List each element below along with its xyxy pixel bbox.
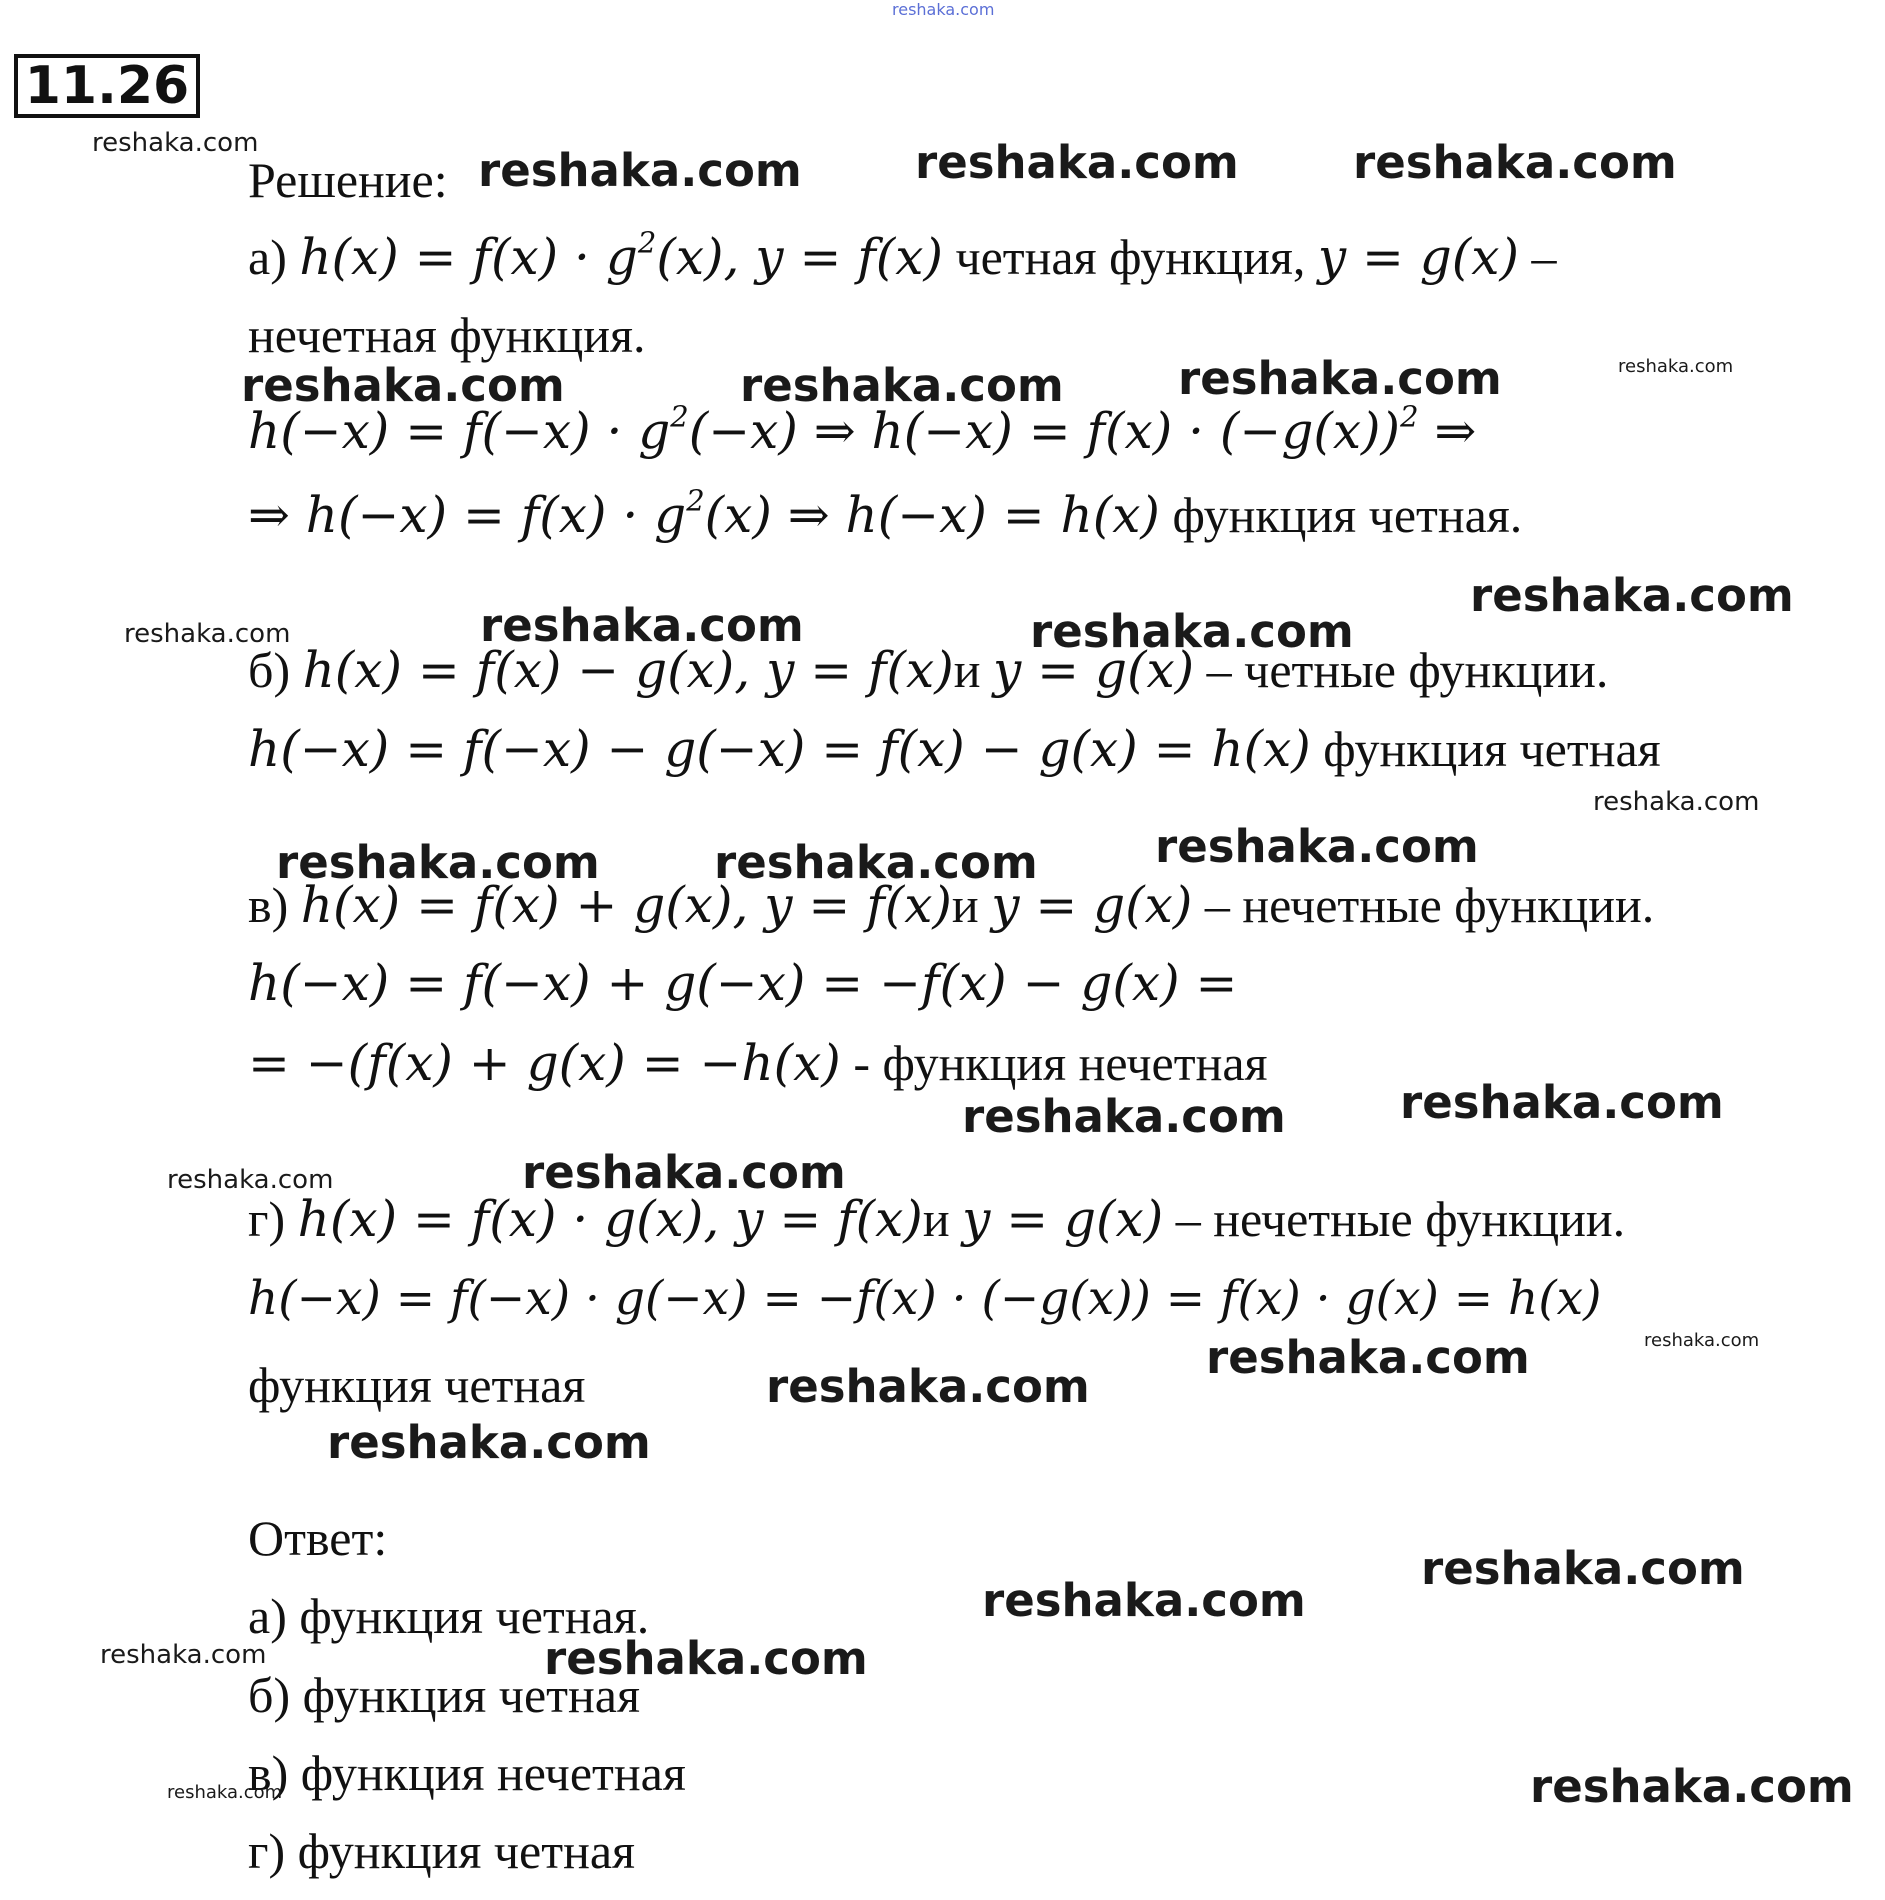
part-a-formula-3: h(−x) = f(−x) · g — [248, 402, 671, 460]
part-g-label: г) — [248, 1191, 286, 1247]
part-g-text-1b: – нечетные функции. — [1163, 1191, 1626, 1247]
watermark: reshaka.com — [1353, 136, 1677, 189]
watermark: reshaka.com — [1178, 352, 1502, 405]
watermark: reshaka.com — [100, 1640, 267, 1670]
watermark: reshaka.com — [92, 128, 259, 158]
part-a-exponent-4: 2 — [686, 483, 705, 518]
part-g-line-2 — [248, 1271, 1602, 1326]
watermark: reshaka.com — [124, 619, 291, 649]
part-g-line-3: функция четная — [248, 1357, 586, 1413]
part-a-line-3 — [248, 399, 1477, 460]
part-a-formula-1c: y = g(x) — [1317, 228, 1519, 286]
part-v-formula-2: h(−x) = f(−x) + g(−x) = −f(x) − g(x) = — [248, 954, 1238, 1012]
part-g-formula-1: h(x) = f(x) · g(x), y = f(x) — [297, 1190, 923, 1248]
watermark: reshaka.com — [1644, 1330, 1760, 1351]
watermark: reshaka.com — [1421, 1542, 1745, 1595]
answer-item-a: а) функция четная. — [248, 1588, 650, 1644]
watermark: reshaka.com — [1400, 1076, 1724, 1129]
part-a-label: а) — [248, 229, 287, 285]
part-a-formula-4: ⇒ h(−x) = f(x) · g — [248, 486, 687, 544]
part-b-formula-1: h(x) = f(x) − g(x), y = f(x) — [302, 641, 954, 699]
answer-heading: Ответ: — [248, 1510, 388, 1566]
part-g-line-1 — [248, 1190, 1626, 1248]
part-g-formula-1b: y = g(x) — [962, 1190, 1164, 1248]
part-b-line-2 — [248, 720, 1661, 778]
part-a-exponent-1: 2 — [637, 225, 657, 260]
watermark: reshaka.com — [1530, 1760, 1854, 1813]
part-v-text-1b: – нечетные функции. — [1192, 877, 1655, 933]
part-a-text-1: четная функция, — [942, 229, 1318, 285]
part-v-line-3 — [248, 1034, 1268, 1092]
part-a-text-4: функция четная. — [1159, 487, 1523, 543]
part-v-formula-3: = −(f(x) + g(x) = −h(x) — [248, 1034, 841, 1092]
watermark: reshaka.com — [1206, 1331, 1530, 1384]
watermark: reshaka.com — [478, 144, 802, 197]
part-v-label: в) — [248, 877, 289, 933]
part-a-formula-3c: ⇒ — [1418, 402, 1477, 460]
watermark: reshaka.com — [1470, 569, 1794, 622]
part-a-exponent-3: 2 — [670, 399, 689, 434]
solution-heading: Решение: — [248, 152, 448, 208]
part-b-line-1 — [248, 641, 1609, 699]
part-g-formula-2: h(−x) = f(−x) · g(−x) = −f(x) · (−g(x)) = f(x) · g(x) = h(x) — [248, 1271, 1602, 1326]
part-a-line-2: нечетная функция. — [248, 307, 646, 363]
watermark: reshaka.com — [522, 1146, 846, 1199]
part-b-formula-1b: y = g(x) — [993, 641, 1195, 699]
answer-item-g: г) функция четная — [248, 1823, 636, 1879]
part-a-line-1 — [248, 225, 1557, 286]
watermark: reshaka.com — [740, 359, 1064, 412]
watermark: reshaka.com — [766, 1360, 1090, 1413]
watermark: reshaka.com — [276, 836, 600, 889]
watermark: reshaka.com — [1618, 356, 1734, 377]
answer-item-b: б) функция четная — [248, 1667, 640, 1723]
part-b-text-1b: – четные функции. — [1194, 642, 1609, 698]
watermark: reshaka.com — [241, 359, 565, 412]
part-v-formula-1b: y = g(x) — [991, 876, 1193, 934]
watermark: reshaka.com — [962, 1090, 1286, 1143]
watermark: reshaka.com — [1593, 787, 1760, 817]
part-a-line-4 — [248, 483, 1523, 544]
part-v-line-2 — [248, 954, 1238, 1012]
part-b-label: б) — [248, 642, 291, 698]
part-v-text-1: и — [951, 877, 992, 933]
watermark: reshaka.com — [544, 1632, 868, 1685]
part-a-formula-4b: (x) ⇒ h(−x) = h(x) — [704, 486, 1160, 544]
part-b-text-1: и — [953, 642, 994, 698]
watermark: reshaka.com — [327, 1416, 651, 1469]
part-a-text-1b: – — [1518, 229, 1557, 285]
watermark: reshaka.com — [915, 136, 1239, 189]
part-a-formula-3b: (−x) ⇒ h(−x) = f(x) · (−g(x)) — [688, 402, 1401, 460]
site-watermark-top: reshaka.com — [892, 0, 995, 19]
problem-number: 11.26 — [14, 54, 200, 118]
part-a-exponent-3b: 2 — [1400, 399, 1419, 434]
watermark: reshaka.com — [167, 1782, 283, 1803]
part-g-text-1: и — [922, 1191, 963, 1247]
watermark: reshaka.com — [480, 599, 804, 652]
part-b-text-2: функция четная — [1310, 721, 1661, 777]
answer-item-v: в) функция нечетная — [248, 1745, 686, 1801]
part-v-text-3: - функция нечетная — [840, 1035, 1268, 1091]
watermark: reshaka.com — [1030, 605, 1354, 658]
part-a-formula-1: h(x) = f(x) · g — [299, 228, 638, 286]
watermark: reshaka.com — [1155, 820, 1479, 873]
part-a-formula-1b: (x), y = f(x) — [656, 228, 943, 286]
part-v-formula-1: h(x) = f(x) + g(x), y = f(x) — [300, 876, 952, 934]
watermark: reshaka.com — [167, 1165, 334, 1195]
watermark: reshaka.com — [714, 836, 1038, 889]
watermark: reshaka.com — [982, 1574, 1306, 1627]
part-b-formula-2: h(−x) = f(−x) − g(−x) = f(x) − g(x) = h(x) — [248, 720, 1311, 778]
